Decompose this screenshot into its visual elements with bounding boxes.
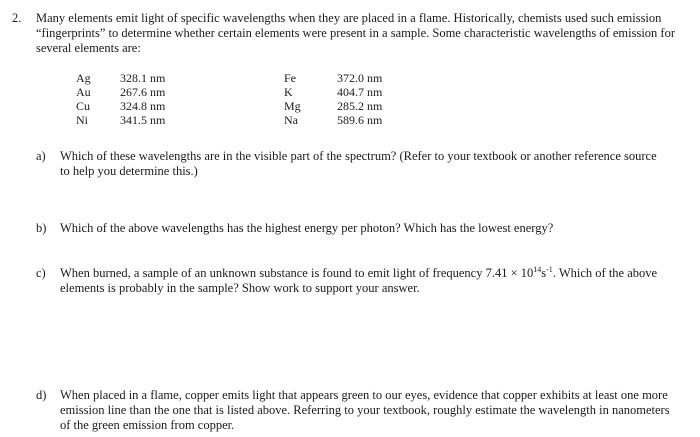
element-symbol: Mg <box>284 99 301 113</box>
part-a <box>36 149 666 181</box>
element-symbol: Na <box>284 113 298 127</box>
element-wavelength: 589.6 nm <box>337 113 383 127</box>
question-intro: Many elements emit light of specific wavelengths when they are placed in a flame. Historically, chemists used such emission “fingerprints” to determine whether certain elements were present in a sample. Some characteristic wavelengths of emission for several elements are: <box>36 11 675 55</box>
part-c <box>36 266 666 298</box>
element-symbol: Au <box>76 85 91 99</box>
element-symbol: Fe <box>284 71 296 85</box>
table-row <box>76 85 196 99</box>
element-symbol: K <box>284 85 293 99</box>
element-wavelength: 404.7 nm <box>337 85 383 99</box>
element-symbol: Ni <box>76 113 88 127</box>
element-wavelength: 328.1 nm <box>120 71 166 85</box>
part-text: When placed in a flame, copper emits light that appears green to our eyes, evidence that copper exhibits at least one more emission line than the one that is listed above. Referring to your textbook, roughly estimate the wavelength in nanometers of the green emission from copper. <box>60 388 670 432</box>
element-wavelength: 285.2 nm <box>337 99 383 113</box>
question-number: 2. <box>12 11 22 25</box>
part-text: Which of the above wavelengths has the highest energy per photon? Which has the lowest energy? <box>60 221 554 235</box>
part-d <box>36 388 676 434</box>
part-b <box>36 221 666 237</box>
element-symbol: Cu <box>76 99 91 113</box>
part-letter: c) <box>36 266 46 280</box>
part-text-before: When burned, a sample of an unknown substance is found to emit light of frequency 7.41 × 10 <box>60 266 534 280</box>
table-row <box>284 71 414 85</box>
table-row <box>76 113 196 127</box>
element-wavelength: 372.0 nm <box>337 71 383 85</box>
part-letter: d) <box>36 388 47 402</box>
part-text <box>60 266 660 296</box>
element-wavelength: 324.8 nm <box>120 99 166 113</box>
table-row <box>284 113 414 127</box>
emission-table-left <box>76 71 196 127</box>
unit-seconds: s <box>541 266 547 280</box>
element-wavelength: 341.5 nm <box>120 113 166 127</box>
element-symbol: Ag <box>76 71 91 85</box>
table-row <box>284 99 414 113</box>
part-text: Which of these wavelengths are in the visible part of the spectrum? (Refer to your textbook or another reference source to help you determine this.) <box>60 149 657 178</box>
exponent-minus-one: -1 <box>546 264 553 274</box>
emission-table-right <box>284 71 414 127</box>
part-letter: b) <box>36 221 47 235</box>
element-wavelength: 267.6 nm <box>120 85 166 99</box>
part-letter: a) <box>36 149 46 163</box>
exponent-14: 14 <box>533 264 542 274</box>
table-row <box>76 71 196 85</box>
table-row <box>76 99 196 113</box>
table-row <box>284 85 414 99</box>
part-text-after: . Which of the above elements is probably in the sample? Show work to support your answer. <box>60 266 658 295</box>
